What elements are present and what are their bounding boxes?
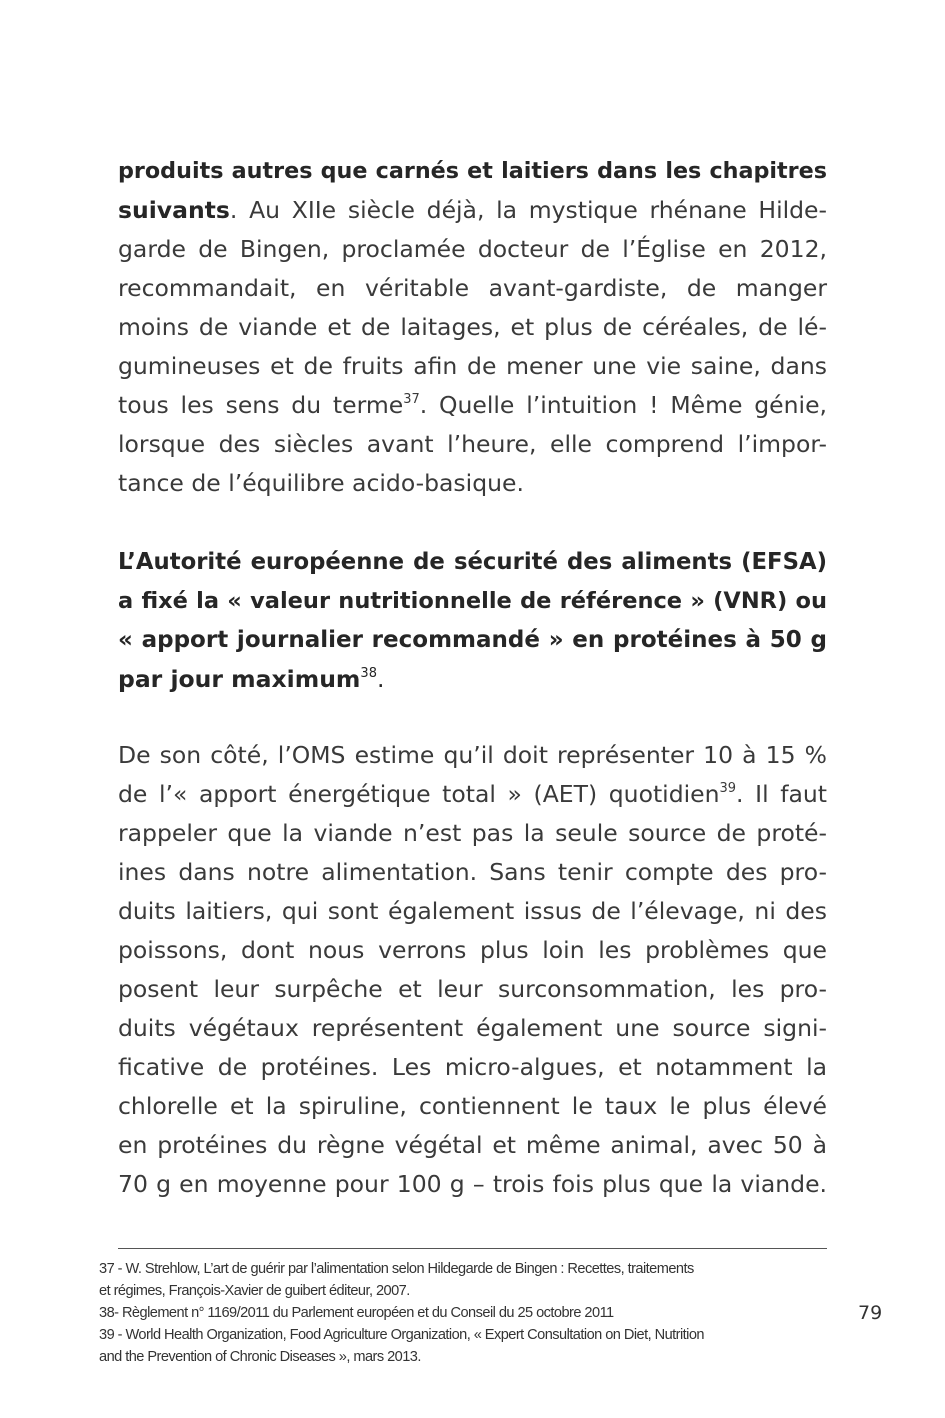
text-span: tous les sens du terme <box>118 391 404 419</box>
text-line: rappeler que la viande n’est pas la seule source de proté- <box>118 819 827 847</box>
footnote-37-line: 37 - W. Strehlow, L’art de guérir par l’alimentation selon Hildegarde de Bingen : Recettes, traitements <box>99 1261 694 1277</box>
text-span: de l’« apport énergétique total » (AET) quotidien <box>118 780 720 808</box>
text-span: . Il faut <box>736 780 828 808</box>
footnotes <box>99 1258 844 1368</box>
text-span: . Au XIIe siècle déjà, la mystique rhénane Hilde- <box>229 196 827 224</box>
text-line <box>118 775 827 814</box>
footnote-divider <box>118 1248 827 1249</box>
paragraph-hildegarde <box>118 152 827 503</box>
text-line: De son côté, l’OMS estime qu’il doit représenter 10 à 15 % <box>118 741 827 769</box>
text-span: . <box>376 665 385 693</box>
text-line: L’Autorité européenne de sécurité des aliments (EFSA) <box>118 549 827 575</box>
text-line: lorsque des siècles avant l’heure, elle comprend l’impor- <box>118 430 827 458</box>
text-line: a fixé la « valeur nutritionnelle de référence » (VNR) ou <box>118 588 827 614</box>
page-number: 79 <box>858 1302 883 1324</box>
text-span: . Quelle l’intuition ! Même génie, <box>419 391 827 419</box>
text-line: duits laitiers, qui sont également issus de l’élevage, ni des <box>118 897 827 925</box>
text-line: gumineuses et de fruits afin de mener une vie saine, dans <box>118 352 827 380</box>
text-line: duits végétaux représentent également une source signi- <box>118 1014 827 1042</box>
footnote-39-line: 39 - World Health Organization, Food Agriculture Organization, « Expert Consultation on Diet, Nutrition <box>99 1327 705 1343</box>
footnote-ref-39: 39 <box>719 781 737 796</box>
text-line: en protéines du règne végétal et même animal, avec 50 à <box>118 1131 827 1159</box>
footnote-ref-38: 38 <box>360 666 377 681</box>
text-line: posent leur surpêche et leur surconsommation, les pro- <box>118 975 827 1003</box>
text-line: ines dans notre alimentation. Sans tenir compte des pro- <box>118 858 827 886</box>
paragraph-efsa <box>118 543 827 699</box>
text-line: ficative de protéines. Les micro-algues, et notamment la <box>118 1053 827 1081</box>
text-line: 70 g en moyenne pour 100 g – trois fois plus que la viande. <box>118 1170 827 1198</box>
text-line: tance de l’équilibre acido-basique. <box>118 469 524 497</box>
footnote-ref-37: 37 <box>403 392 420 407</box>
text-line <box>118 386 827 425</box>
text-line <box>118 660 827 699</box>
text-line: garde de Bingen, proclamée docteur de l’Église en 2012, <box>118 235 827 263</box>
text-line: poissons, dont nous verrons plus loin les problèmes que <box>118 936 827 964</box>
text-line: recommandait, en véritable avant-gardiste, de manger <box>118 274 827 302</box>
text-line: produits autres que carnés et laitiers dans les chapitres <box>118 158 827 184</box>
text-line: « apport journalier recommandé » en protéines à 50 g <box>118 627 827 653</box>
footnote-37-line: et régimes, François-Xavier de guibert éditeur, 2007. <box>99 1283 410 1299</box>
paragraph-oms <box>118 736 827 1204</box>
footnote-38: 38- Règlement n° 1169/2011 du Parlement européen et du Conseil du 25 octobre 2011 <box>99 1305 614 1321</box>
text-span: par jour maximum <box>118 665 361 693</box>
footnote-39-line: and the Prevention of Chronic Diseases », mars 2013. <box>99 1349 421 1365</box>
text-line: chlorelle et la spiruline, contiennent le taux le plus élevé <box>118 1092 827 1120</box>
text-line: moins de viande et de laitages, et plus de céréales, de lé- <box>118 313 827 341</box>
bold-text: suivants <box>118 196 230 224</box>
text-line <box>118 191 827 230</box>
